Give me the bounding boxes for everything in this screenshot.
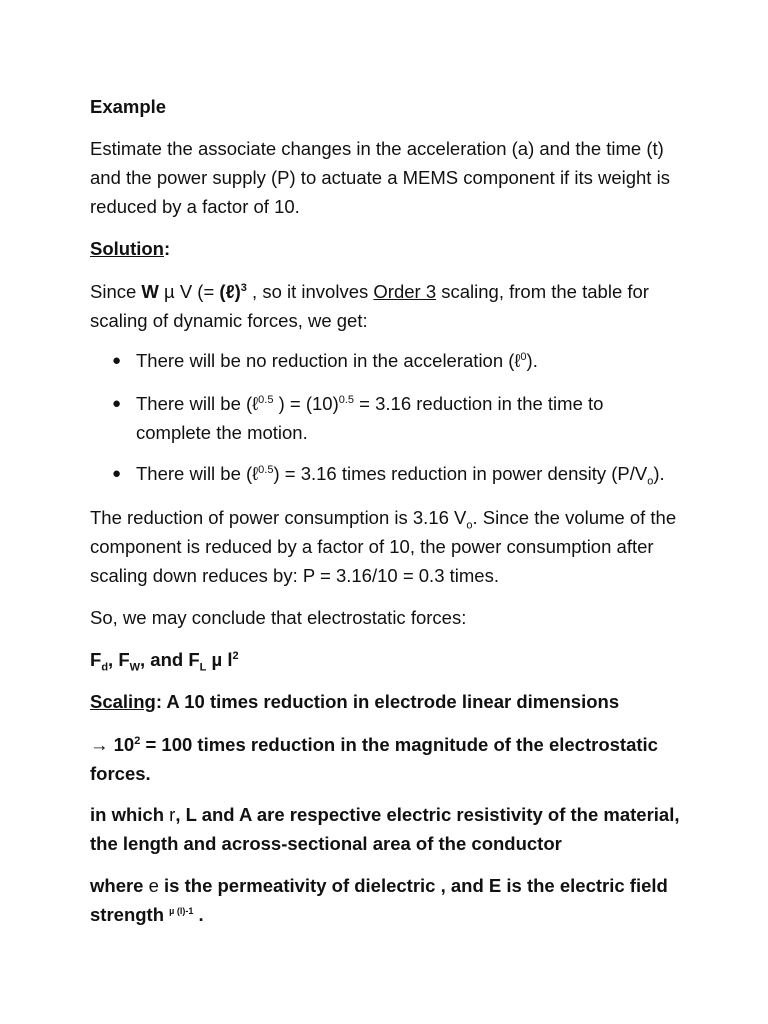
problem-line-3: reduced by a factor of 10. bbox=[90, 196, 300, 217]
sub-w: W bbox=[129, 661, 141, 674]
which-r: r bbox=[169, 804, 176, 825]
length-symbol: (ℓ) bbox=[219, 281, 241, 302]
bullet-text bbox=[136, 346, 706, 375]
b2-c: = 3.16 reduction in the time to bbox=[354, 393, 604, 414]
problem-line-1: Estimate the associate changes in the acceleration (a) and the time (t) bbox=[90, 138, 664, 159]
bullet-text bbox=[136, 389, 706, 447]
since-suffix: scaling, from the table for bbox=[436, 281, 649, 302]
b3-a: There will be (ℓ bbox=[136, 463, 259, 484]
since-middle: , so it involves bbox=[246, 281, 374, 302]
and-text: , and F bbox=[140, 649, 200, 670]
b3-exp: 0.5 bbox=[258, 463, 274, 476]
proportional-volume: µ V (= bbox=[158, 281, 220, 302]
r-l1-sub: o bbox=[466, 519, 473, 532]
since-prefix: Since bbox=[90, 281, 142, 302]
problem-statement bbox=[90, 134, 700, 221]
solution-colon: : bbox=[163, 238, 171, 259]
where-e: e bbox=[148, 875, 159, 896]
reduction-paragraph bbox=[90, 503, 700, 590]
b1-text: There will be no reduction in the acceleration (ℓ bbox=[136, 350, 521, 371]
which-line-2: the length and across-sectional area of the conductor bbox=[90, 833, 562, 854]
b3-sub: o bbox=[647, 475, 654, 488]
scaling-statement bbox=[90, 687, 700, 716]
b1-end: ). bbox=[526, 350, 538, 371]
b2-b: ) = (10) bbox=[273, 393, 339, 414]
where-line2-text: strength bbox=[90, 904, 170, 925]
where-a: where bbox=[90, 875, 149, 896]
b2-a: There will be (ℓ bbox=[136, 393, 259, 414]
bullet-dot: ● bbox=[112, 465, 122, 482]
where-statement bbox=[90, 871, 700, 929]
arrow-line-2: forces. bbox=[90, 763, 151, 784]
sub-l: L bbox=[199, 661, 207, 674]
sub-d: d bbox=[101, 661, 109, 674]
where-line-1 bbox=[90, 871, 700, 900]
where-sup: µ (l)-1 bbox=[169, 905, 194, 916]
b2-line2: complete the motion. bbox=[136, 422, 308, 443]
example-heading: Example bbox=[90, 96, 167, 117]
comma1: , F bbox=[108, 649, 130, 670]
problem-line-2: and the power supply (P) to actuate a MEMS component if its weight is bbox=[90, 167, 670, 188]
which-b: , L and A are respective electric resistivity of the material, bbox=[175, 804, 680, 825]
weight-symbol: W bbox=[141, 281, 159, 302]
forces-formula bbox=[90, 645, 700, 674]
since-paragraph bbox=[90, 277, 700, 335]
b2-exp2: 0.5 bbox=[338, 393, 355, 406]
reduction-line-2: component is reduced by a factor of 10, the power consumption after bbox=[90, 536, 654, 557]
which-a: in which bbox=[90, 804, 170, 825]
which-statement bbox=[90, 800, 700, 858]
conclusion-text: So, we may conclude that electrostatic forces: bbox=[90, 607, 467, 628]
where-b: is the permeativity of dielectric , and E is the electric field bbox=[158, 875, 668, 896]
since-line-2: scaling of dynamic forces, we get: bbox=[90, 310, 368, 331]
arrow-a: → 10 bbox=[90, 734, 135, 755]
bullet-dot: ● bbox=[112, 395, 122, 412]
scaling-label: Scaling bbox=[90, 691, 156, 712]
arrow-b: = 100 times reduction in the magnitude of the electrostatic bbox=[140, 734, 658, 755]
mu-l: µ l bbox=[206, 649, 233, 670]
scaling-text: : A 10 times reduction in electrode linear dimensions bbox=[155, 691, 620, 712]
bullet-dot: ● bbox=[112, 352, 122, 369]
arrow-statement bbox=[90, 730, 700, 788]
b3-c: ). bbox=[653, 463, 665, 484]
b1-exp: 0 bbox=[520, 350, 527, 363]
where-line-2 bbox=[90, 900, 700, 929]
since-line-1 bbox=[90, 277, 700, 306]
order-3-link-text: Order 3 bbox=[373, 281, 437, 302]
which-line-1 bbox=[90, 800, 700, 829]
arrow-exp: 2 bbox=[134, 734, 141, 747]
bullet-text bbox=[136, 459, 706, 488]
r-l1-b: . Since the volume of the bbox=[472, 507, 677, 528]
r-l1-a: The reduction of power consumption is 3.16 V bbox=[90, 507, 467, 528]
reduction-line-3: scaling down reduces by: P = 3.16/10 = 0.3 times. bbox=[90, 565, 499, 586]
b3-b: ) = 3.16 times reduction in power density (P/V bbox=[273, 463, 648, 484]
reduction-line-1 bbox=[90, 503, 700, 532]
solution-label: Solution bbox=[90, 238, 164, 259]
exp-2: 2 bbox=[232, 649, 239, 662]
b2-exp1: 0.5 bbox=[258, 393, 274, 406]
length-exponent: 3 bbox=[240, 281, 247, 294]
solution-heading bbox=[90, 234, 700, 263]
f1: F bbox=[90, 649, 102, 670]
where-end: . bbox=[193, 904, 204, 925]
arrow-line-1 bbox=[90, 730, 700, 759]
